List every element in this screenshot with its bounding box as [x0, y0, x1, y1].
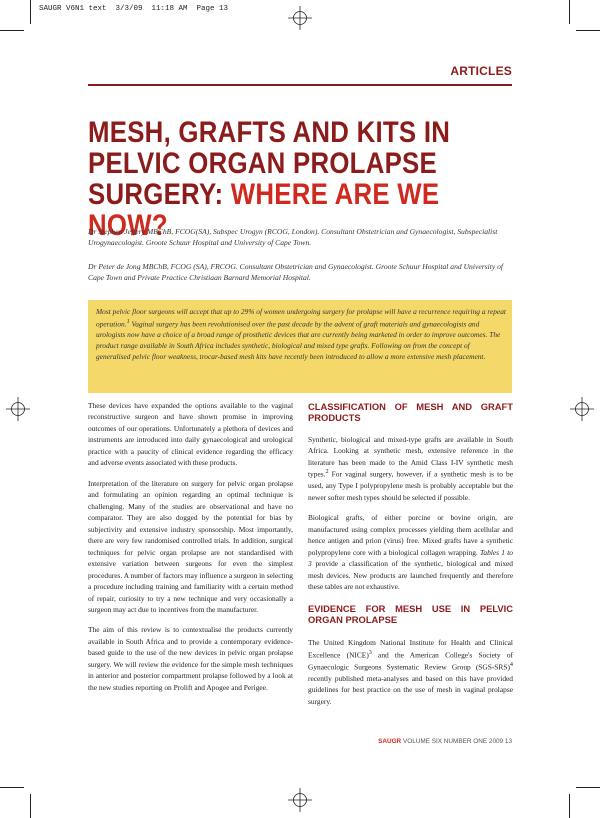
crop-mark	[30, 794, 31, 818]
registration-mark-icon	[288, 6, 312, 30]
print-slug: SAUGR V6N1 text 3/3/09 11:18 AM Page 13	[39, 5, 229, 13]
title-highlight: WHERE ARE WE NOW?	[88, 177, 440, 242]
body-paragraph: Interpretation of the literature on surgery for pelvic organ prolapse and formulating an opinion regarding an optimal technique is challenging. Many of the studies are observational and have no comparator. They are also dogged by the potential for bias by subjectivity and extensive industry sponsorship. Most importantly, there are very few randomised controlled trials. In addition, surgical techniques for pelvic organ prolapse are not standardised with extensive variation between surgeons for even the simplest procedures. A number of factors may influence a surgeon in selecting a procedure including training and familiarity with a certain method of repair, curiosity to try a new technique and very occasionally a surgeon may act due to incentives from the manufacturer.	[88, 478, 293, 614]
abstract-box	[88, 300, 512, 393]
crop-mark	[0, 30, 24, 31]
registration-mark-icon	[288, 788, 312, 812]
crop-mark	[569, 794, 570, 818]
abstract-text: Vaginal surgery has been revolutionised over the past decade by the advent of graft materials and gynaecologists and urologists now have a choice of a broad range of prosthetic devices that are currently being marketed in order to improve outcomes. The product range available in South Africa includes synthetic, biological and mixed type grafts. Following on from the concept of generalised pelvic floor weakness, trocar-based mesh kits have recently been introduced to allow a more extensive mesh placement.	[96, 319, 501, 362]
body-paragraph: The United Kingdom National Institute for Health and Clinical Excellence (NICE)$^3$ and the American College's Society of Gynaecologic Surgeons Systematic Review Group $(SGS-SRS)^4$ recently published meta-analyses and based on this have provided guidelines for best practice on the use of mesh in vaginal prolapse surgery.	[308, 638, 513, 706]
table-reference: Tables 1 to 3	[308, 547, 513, 569]
citation-ref: 2	[325, 469, 329, 476]
right-column	[308, 400, 513, 716]
registration-mark-icon	[6, 397, 30, 421]
body-paragraph: Biological grafts, of either porcine or bovine origin, are manufactured using complex processes yielding them acellular and hence antigen and prion (virus) free. Mixed grafts have a synthetic polypropylene core with a biological collagen wrapping. Tables 1 to 3 provide a classification of the synthetic, biological and mixed mesh devices. New products are launched frequently and therefore these tables are not exhaustive.	[308, 513, 513, 592]
article-title	[88, 118, 466, 242]
issue-info: VOLUME SIX NUMBER ONE 2009	[401, 738, 505, 745]
section-heading: EVIDENCE FOR MESH USE IN PELVIC ORGAN PROLAPSE	[308, 602, 513, 625]
body-paragraph: Synthetic, biological and mixed-type grafts are available in South Africa. Looking at synthetic mesh, extensive reference in the literature has been made to the Amid Class I-IV synthetic mesh types.$^2$ For vaginal surgery, however, if a synthetic mesh is to be used, any Type I polypropylene mesh is probably acceptable but the newer softer mesh types should be selected if possible.	[308, 434, 513, 502]
journal-brand: SAUGR	[378, 738, 402, 745]
title-line: MESH, GRAFTS AND KITS IN	[88, 116, 451, 149]
registration-mark-icon	[570, 397, 594, 421]
citation-ref: 1	[126, 318, 130, 325]
page-number: 13	[504, 738, 512, 745]
crop-mark	[0, 787, 24, 788]
abstract-text: Most pelvic floor surgeons will accept that up to 29% of women undergoing surgery for prolapse will have a recurrence requiring a repeat operation.	[96, 307, 506, 329]
body-paragraph: These devices have expanded the options available to the vaginal reconstructive surgeon and have shown promise in improving outcomes of our operations. Unfortunately a plethora of devices and instruments are introduced into daily gynaecological and urological practice with a paucity of clinical evidence regarding the efficacy and adverse events associated with these products.	[88, 401, 293, 468]
left-column	[88, 400, 293, 702]
body-paragraph: The aim of this review is to contextualise the products currently available in South Africa and to provide a contemporary evidence-based guide to the use of the new devices in pelvic organ prolapse surgery. We will review the evidence for the simple mesh techniques in anterior and posterior compartment prolapse followed by a look at the new studies reporting on Prolift and Apogee and Perigee.	[88, 625, 293, 692]
citation-ref: 3	[368, 649, 372, 656]
author-affiliation: Dr Stephen Jeffery MBChB, FCOG(SA), Subspec Urogyn (RCOG, London). Consultant Obstetrician and Gynaecologist, Subspecialist Urogynaecologist. Groote Schuur Hospital and University of Cape Town.	[88, 227, 498, 247]
citation-ref: 4	[509, 661, 513, 668]
title-line: SURGERY:	[88, 177, 231, 211]
page-footer	[378, 738, 512, 745]
crop-mark	[569, 0, 570, 24]
section-heading: CLASSIFICATION OF MESH AND GRAFT PRODUCTS	[308, 401, 513, 424]
crop-mark	[576, 30, 600, 31]
section-label: ARTICLES	[450, 64, 512, 78]
crop-mark	[30, 0, 31, 24]
crop-mark	[576, 787, 600, 788]
section-divider	[88, 84, 512, 86]
title-line: PELVIC ORGAN PROLAPSE	[88, 146, 437, 180]
author-affiliation: Dr Peter de Jong MBChB, FCOG (SA), FRCOG. Consultant Obstetrician and Gynaecologist. Groote Schuur Hospital and University of Cape Town and Private Practice Christiaan Barnard Memorial Hospital.	[88, 262, 504, 282]
